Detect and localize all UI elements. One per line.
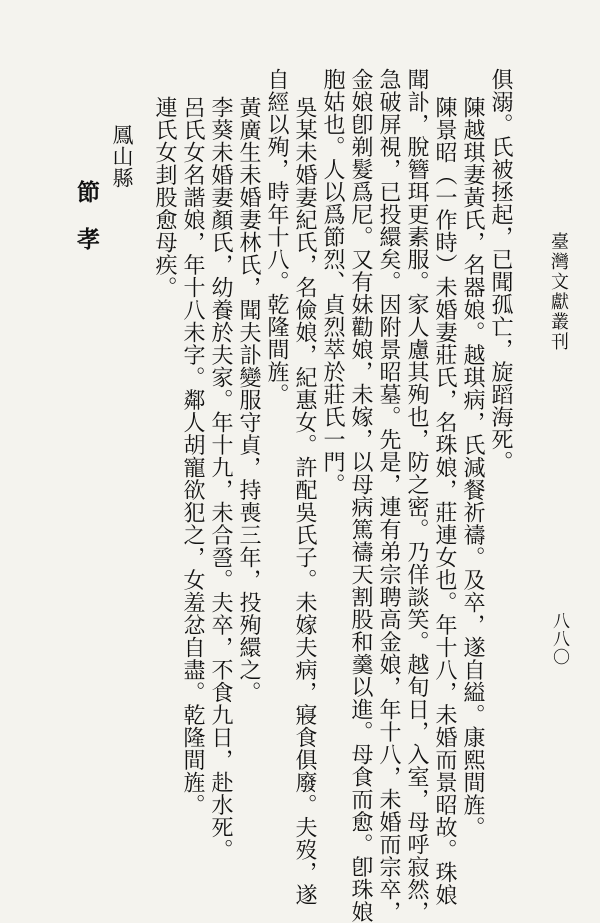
page-number: 八八〇 xyxy=(549,612,569,666)
text-column: 呂氏女名諧娘，年十八未字。鄰人胡寵欲犯之，女羞忿自盡。乾隆間旌。 xyxy=(180,96,205,816)
text-column: 李葵未婚妻顏氏，幼養於夫家。年十九，未合巹。夫卒，不食九日，赴水死。 xyxy=(208,96,233,861)
text-column: 俱溺。氏被拯起，已聞孤亡，旋蹈海死。 xyxy=(488,68,513,473)
text-column: 陳越琪妻黃氏，名器娘。越琪病，氏減餐祈禱。及卒，遂自縊。康熙間旌。 xyxy=(460,96,485,839)
text-column: 聞訃，脫簪珥更素服。家人慮其殉也，防之密。乃佯談笑。越旬日，入室，母呼寂然， xyxy=(404,68,429,923)
text-column: 陳景昭（一作時）未婚妻莊氏，名珠娘，莊連女也。年十八，未婚而景昭故。珠娘 xyxy=(432,96,457,906)
text-column: 急破屏視，已投繯矣。因附景昭墓。先是，連有弟宗聘高金娘，年十八，未婚而宗卒， xyxy=(376,68,401,923)
text-column: 金娘卽剃髮爲尼。又有妹勸娘，未嫁，以母病篤禱天割股和羹以進。母食而愈。卽珠娘 xyxy=(348,68,373,923)
section-heading-county: 鳳山縣 xyxy=(110,124,134,189)
section-heading-title: 節 孝 xyxy=(73,180,100,251)
text-column: 連氏女刲股愈母疾。 xyxy=(152,96,177,299)
text-column: 自經以殉，時年十八。乾隆間旌。 xyxy=(264,68,289,406)
text-column: 胞姑也。人以爲節烈、貞烈萃於莊氏一門。 xyxy=(320,68,345,496)
series-title: 臺灣文獻叢刊 xyxy=(548,232,569,352)
text-column: 吳某未婚妻紀氏，名儉娘，紀惠女。許配吳氏子。未嫁夫病，寢食俱廢。夫歿，遂 xyxy=(292,96,317,906)
text-column: 黃廣生未婚妻林氏，聞夫訃變服守貞，持喪三年，投殉繯之。 xyxy=(236,96,261,704)
